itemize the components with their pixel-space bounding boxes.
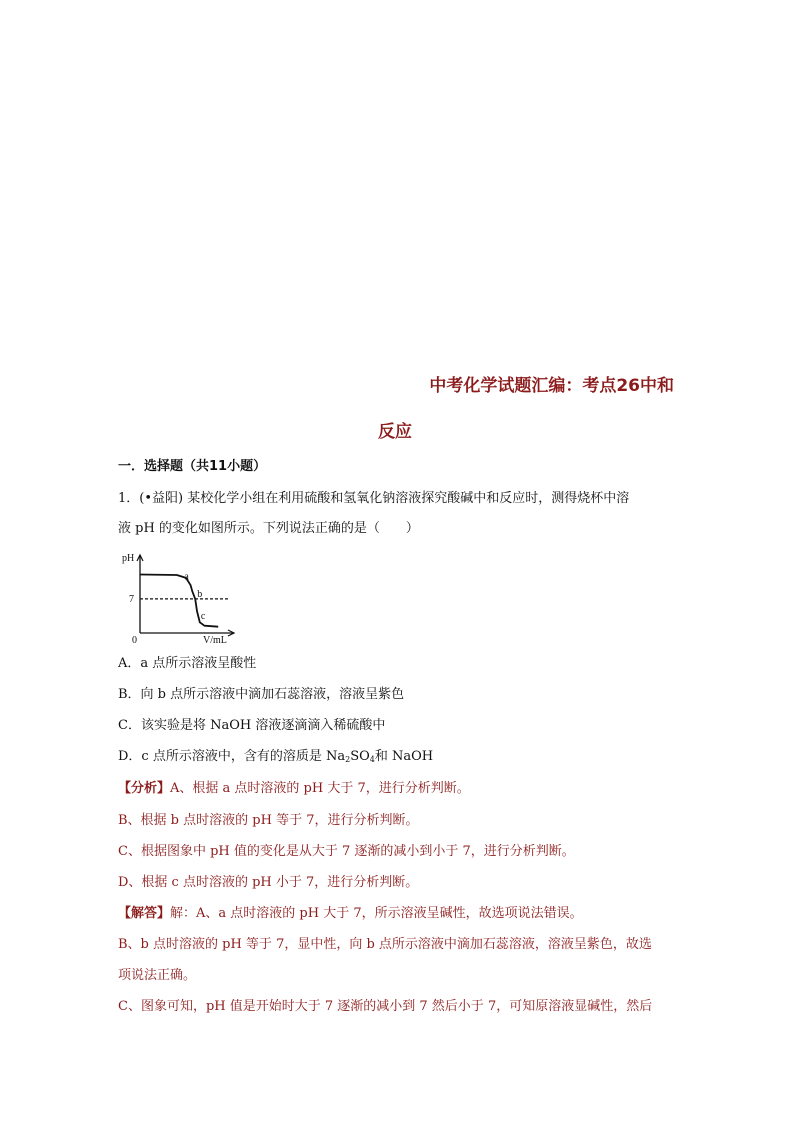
option-d-mid: SO [350, 749, 370, 764]
ph-chart [118, 547, 240, 645]
option-c[interactable]: C．该实验是将 NaOH 溶液逐滴滴入稀硫酸中 [118, 718, 386, 733]
answer-c: C、图象可知，pH 值是开始时大于 7 逐渐的减小到 7 然后小于 7，可知原溶液显碱性，然后 [118, 999, 653, 1014]
x-axis-label: V/mL [203, 635, 227, 645]
doc-title-line2: 反应 [378, 422, 412, 442]
answer-b-line2: 项说法正确。 [118, 968, 197, 983]
option-d-suffix: 和 NaOH [374, 749, 434, 764]
question-text-line2: 液 pH 的变化如图所示。下列说法正确的是（ ） [118, 521, 419, 536]
point-label-a: a [184, 571, 189, 583]
point-label-c: c [200, 610, 206, 622]
analysis-b: B、根据 b 点时溶液的 pH 等于 7，进行分析判断。 [118, 813, 419, 828]
doc-title-line1: 中考化学试题汇编：考点26中和 [429, 376, 674, 396]
question-text-line1: 1．(•益阳) 某校化学小组在利用硫酸和氢氧化钠溶液探究酸碱中和反应时，测得烧杯中溶 [118, 491, 630, 506]
analysis-tag: 【分析】 [118, 781, 171, 796]
ph-curve [140, 575, 218, 627]
y-axis-label: pH [122, 553, 135, 564]
analysis-c: C、根据图象中 pH 值的变化是从大于 7 逐渐的减小到小于 7，进行分析判断。 [118, 844, 575, 859]
analysis-a [118, 780, 470, 798]
section-heading: 一．选择题（共11小题） [118, 459, 267, 474]
answer-tag: 【解答】 [118, 906, 171, 921]
origin-label: 0 [132, 635, 137, 645]
y-tick-label-7: 7 [129, 593, 134, 605]
option-a[interactable]: A．a 点所示溶液呈酸性 [118, 656, 257, 671]
analysis-a-text: A、根据 a 点时溶液的 pH 大于 7，进行分析判断。 [170, 781, 470, 796]
chart-marks [129, 555, 234, 636]
option-d-subscript-2: 4 [369, 755, 375, 764]
option-b[interactable]: B．向 b 点所示溶液中滴加石蕊溶液，溶液呈紫色 [118, 687, 405, 702]
option-d-subscript-1: 2 [345, 755, 351, 764]
point-label-b: b [197, 588, 203, 600]
analysis-d: D、根据 c 点时溶液的 pH 小于 7，进行分析判断。 [118, 875, 419, 890]
option-d-prefix: D．c 点所示溶液中，含有的溶质是 Na [118, 749, 346, 764]
option-d[interactable] [118, 748, 433, 769]
answer-a [118, 905, 583, 923]
answer-b-line1: B、b 点时溶液的 pH 等于 7，显中性，向 b 点所示溶液中滴加石蕊溶液，溶液呈紫色，故选 [118, 937, 652, 952]
answer-a-text: 解：A、a 点时溶液的 pH 大于 7，所示溶液呈碱性，故选项说法错误。 [170, 906, 583, 921]
